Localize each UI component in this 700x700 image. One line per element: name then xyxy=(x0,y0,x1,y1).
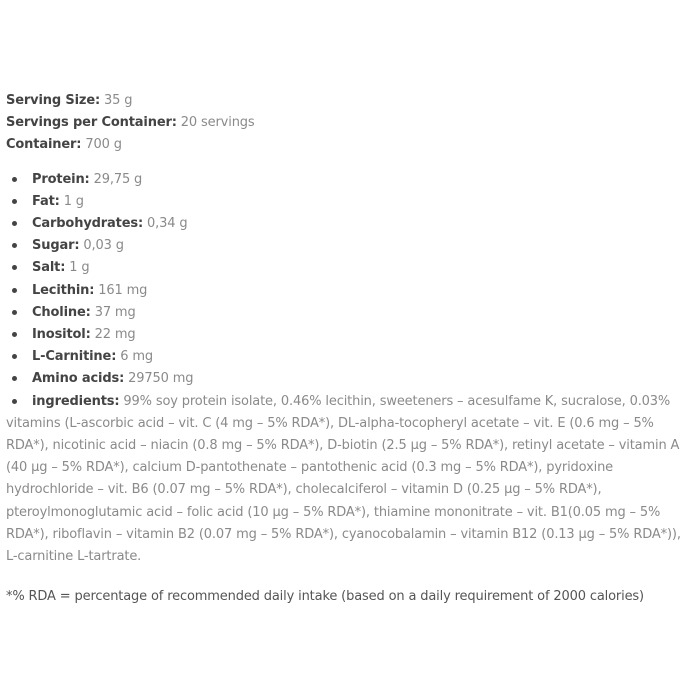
bullet-icon xyxy=(12,177,17,182)
ingredients-item xyxy=(6,391,690,569)
nutrient-value: 0,34 g xyxy=(147,216,188,232)
nutrient-label: Fat: xyxy=(32,193,60,209)
nutrient-value: 161 mg xyxy=(98,282,148,298)
nutrient-label: Choline: xyxy=(32,304,91,320)
nutrient-label: Salt: xyxy=(32,260,66,276)
bullet-icon xyxy=(12,243,17,248)
nutrient-carbohydrates xyxy=(6,213,690,235)
serving-size-label: Serving Size: xyxy=(6,93,101,108)
servings-per-container-value: 20 servings xyxy=(180,115,255,131)
nutrient-protein xyxy=(6,169,690,191)
nutrient-value: 1 g xyxy=(63,193,84,209)
ingredients-text: 99% soy protein isolate, 0.46% lecithin, sweeteners – acesulfame K, sucralose, 0.03% vitamins (L-ascorbic acid – vit. C (4 mg – 5% RDA*), DL-alpha-tocopheryl acetate – vit. E (0.6 mg – 5% RDA*), nicotinic acid – niacin (0.8 mg – 5% RDA*), D-biotin (2.5 µg – 5% RDA*), retinyl acetate – vitamin A (40 µg – 5% RDA*), calcium D-pantothenate – pantothenic acid (0.3 mg – 5% RDA*), pyridoxine hydrochloride – vit. B6 (0.07 mg – 5% RDA*), cholecalciferol – vitamin D (0.25 µg – 5% RDA*), pteroylmonoglutamic acid – folic acid (10 µg – 5% RDA*), thiamine mononitrate – vit. B1(0.05 mg – 5% RDA*), riboflavin – vitamin B2 (0.07 mg – 5% RDA*), cyanocobalamin – vitamin B12 (0.13 µg – 5% RDA*)), L-carnitine L-tartrate. xyxy=(6,393,681,565)
nutrient-value: 29,75 g xyxy=(93,171,143,187)
nutrient-choline xyxy=(6,302,690,324)
nutrient-value: 22 mg xyxy=(94,327,136,343)
nutrient-label: Protein: xyxy=(32,171,90,187)
nutrient-sugar xyxy=(6,235,690,257)
nutrient-lecithin xyxy=(6,280,690,302)
container-row xyxy=(6,134,690,156)
bullet-icon xyxy=(12,310,17,315)
nutrient-value: 6 mg xyxy=(120,349,153,365)
container-label: Container: xyxy=(6,137,82,153)
nutrient-label: Lecithin: xyxy=(32,282,95,298)
nutrient-value: 1 g xyxy=(69,260,90,276)
nutrient-list xyxy=(6,169,690,569)
ingredients-label: ingredients: xyxy=(32,393,120,409)
nutrient-fat xyxy=(6,191,690,213)
nutrient-salt xyxy=(6,257,690,279)
nutrient-value: 37 mg xyxy=(94,304,136,320)
bullet-icon xyxy=(12,354,17,359)
nutrient-value: 0,03 g xyxy=(83,238,124,254)
nutrient-amino-acids xyxy=(6,368,690,390)
bullet-icon xyxy=(12,376,17,381)
nutrient-label: Sugar: xyxy=(32,238,80,254)
rda-footnote: *% RDA = percentage of recommended daily intake (based on a daily requirement of 2000 calories) xyxy=(6,589,644,605)
servings-per-container-row xyxy=(6,112,690,134)
nutrient-l-carnitine xyxy=(6,346,690,368)
bullet-icon xyxy=(12,399,17,404)
bullet-icon xyxy=(12,221,17,226)
bullet-icon xyxy=(12,332,17,337)
nutrient-inositol xyxy=(6,324,690,346)
bullet-icon xyxy=(12,265,17,270)
bullet-icon xyxy=(12,199,17,204)
container-value: 700 g xyxy=(85,137,122,153)
nutrient-label: Amino acids: xyxy=(32,371,125,387)
serving-size-value: 35 g xyxy=(104,93,133,108)
nutrient-label: Inositol: xyxy=(32,327,91,343)
nutrient-label: L-Carnitine: xyxy=(32,349,117,365)
nutrient-value: 29750 mg xyxy=(128,371,194,387)
nutrition-info-page xyxy=(6,90,690,608)
nutrient-label: Carbohydrates: xyxy=(32,216,144,232)
servings-per-container-label: Servings per Container: xyxy=(6,115,177,131)
serving-info xyxy=(6,90,690,157)
serving-size-row xyxy=(6,90,690,112)
bullet-icon xyxy=(12,288,17,293)
